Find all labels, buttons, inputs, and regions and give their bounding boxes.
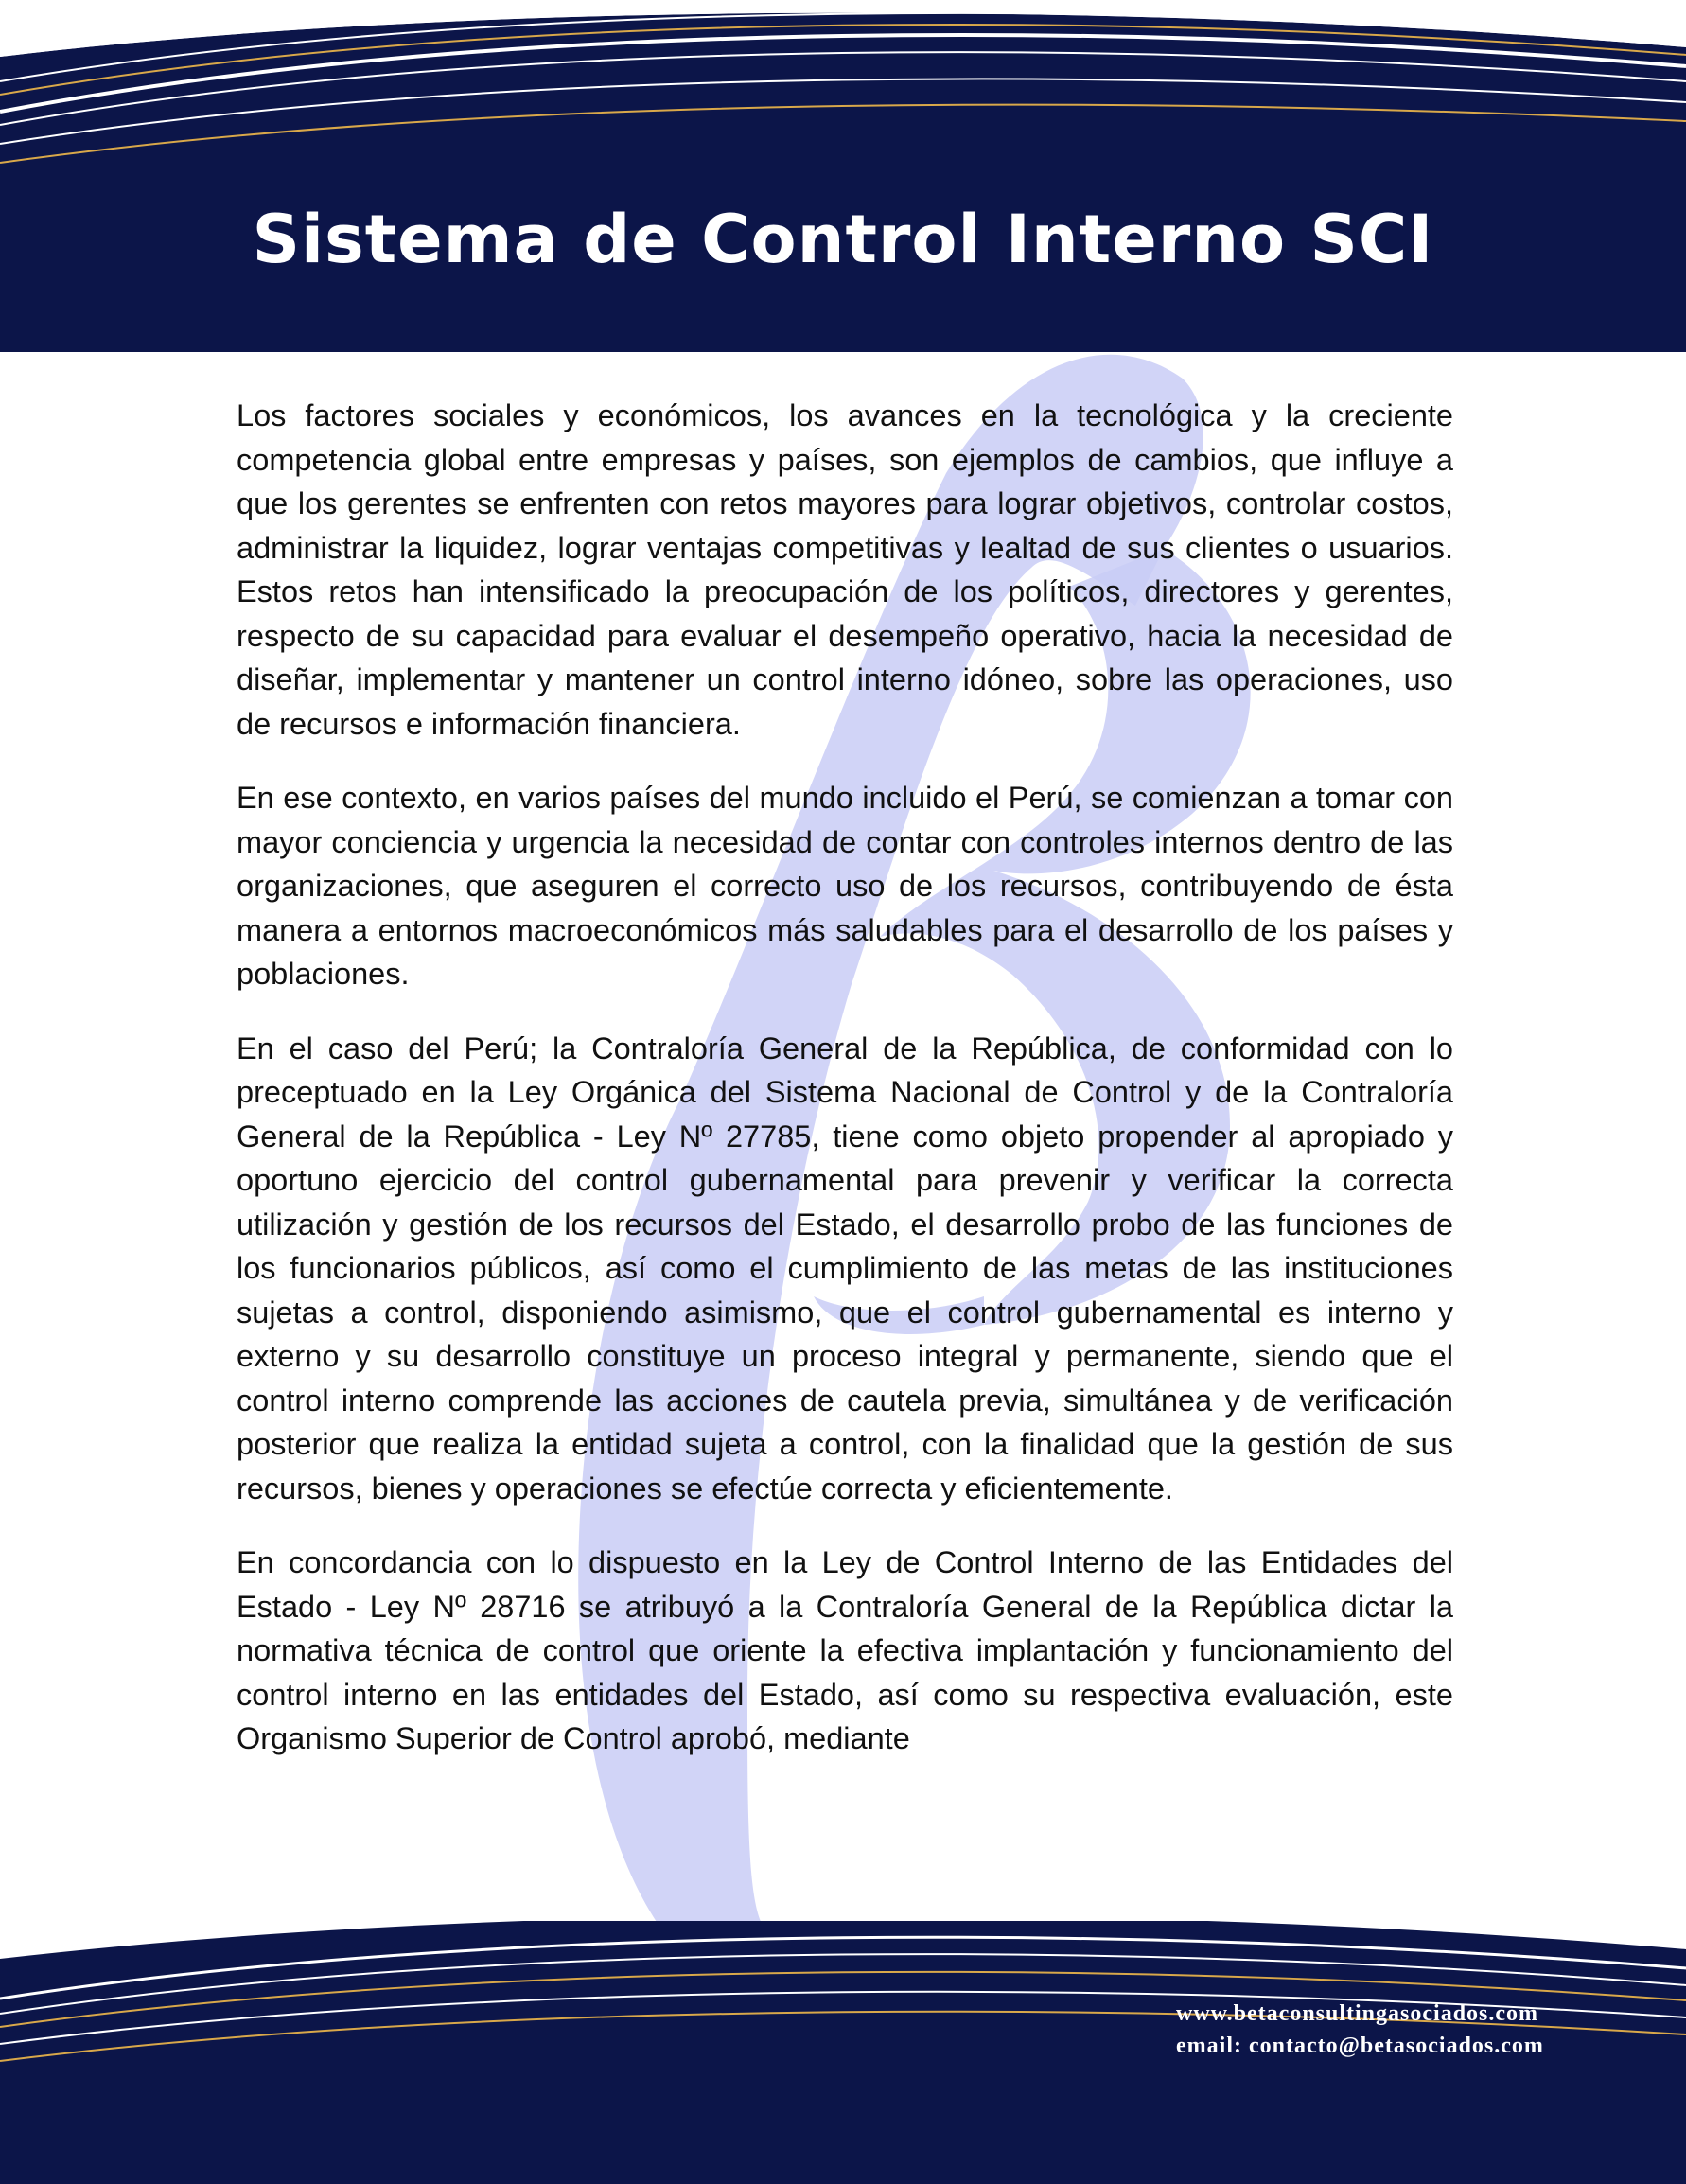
email-link[interactable]: email: contacto@betasociados.com <box>1176 2034 1544 2058</box>
body-text <box>237 394 1453 1791</box>
footer-contact <box>1176 1998 1544 2062</box>
header-band <box>0 0 1686 352</box>
paragraph-3: En el caso del Perú; la Contraloría General de la República, de conformidad con lo preceptuado en la Ley Orgánica del Sistema Nacional de Control y de la Contraloría General de la República - Ley Nº 27785, tiene como objeto propender al apropiado y oportuno ejercicio del control gubernamental para prevenir y verificar la correcta utilización y gestión de los recursos del Estado, el desarrollo probo de las funciones de los funcionarios públicos, así como el cumplimiento de las metas de las instituciones sujetas a control, disponiendo asimismo, que el control gubernamental es interno y externo y su desarrollo constituye un proceso integral y permanente, siendo que el control interno comprende las acciones de cautela previa, simultánea y de verificación posterior que realiza la entidad sujeta a control, con la finalidad que la gestión de sus recursos, bienes y operaciones se efectúe correcta y eficientemente. <box>237 1030 1453 1506</box>
paragraph-1: Los factores sociales y económicos, los avances en la tecnológica y la creciente competencia global entre empresas y países, son ejemplos de cambios, que influye a que los gerentes se enfrenten con retos mayores para lograr objetivos, controlar costos, administrar la liquidez, lograr ventajas competitivas y lealtad de sus clientes o usuarios. Estos retos han intensificado la preocupación de los políticos, directores y gerentes, respecto de su capacidad para evaluar el desempeño operativo, hacia la necesidad de diseñar, implementar y mantener un control interno idóneo, sobre las operaciones, uso de recursos e información financiera. <box>237 398 1453 741</box>
paragraph-2: En ese contexto, en varios países del mundo incluido el Perú, se comienzan a tomar con mayor conciencia y urgencia la necesidad de contar con controles internos dentro de las organizaciones, que aseguren el correcto uso de los recursos, contribuyendo de ésta manera a entornos macroeconómicos más saludables para el desarrollo de los países y poblaciones. <box>237 781 1453 991</box>
page-title: Sistema de Control Interno SCI <box>252 201 1434 278</box>
website-link[interactable]: www.betaconsultingasociados.com <box>1176 2001 1539 2026</box>
paragraph-4: En concordancia con lo dispuesto en la Ley de Control Interno de las Entidades del Estado - Ley Nº 28716 se atribuyó a la Contraloría General de la República dictar la normativa técnica de control que oriente la efectiva implantación y funcionamiento del control interno en las entidades del Estado, así como su respectiva evaluación, este Organismo Superior de Control aprobó, mediante <box>237 1545 1453 1755</box>
